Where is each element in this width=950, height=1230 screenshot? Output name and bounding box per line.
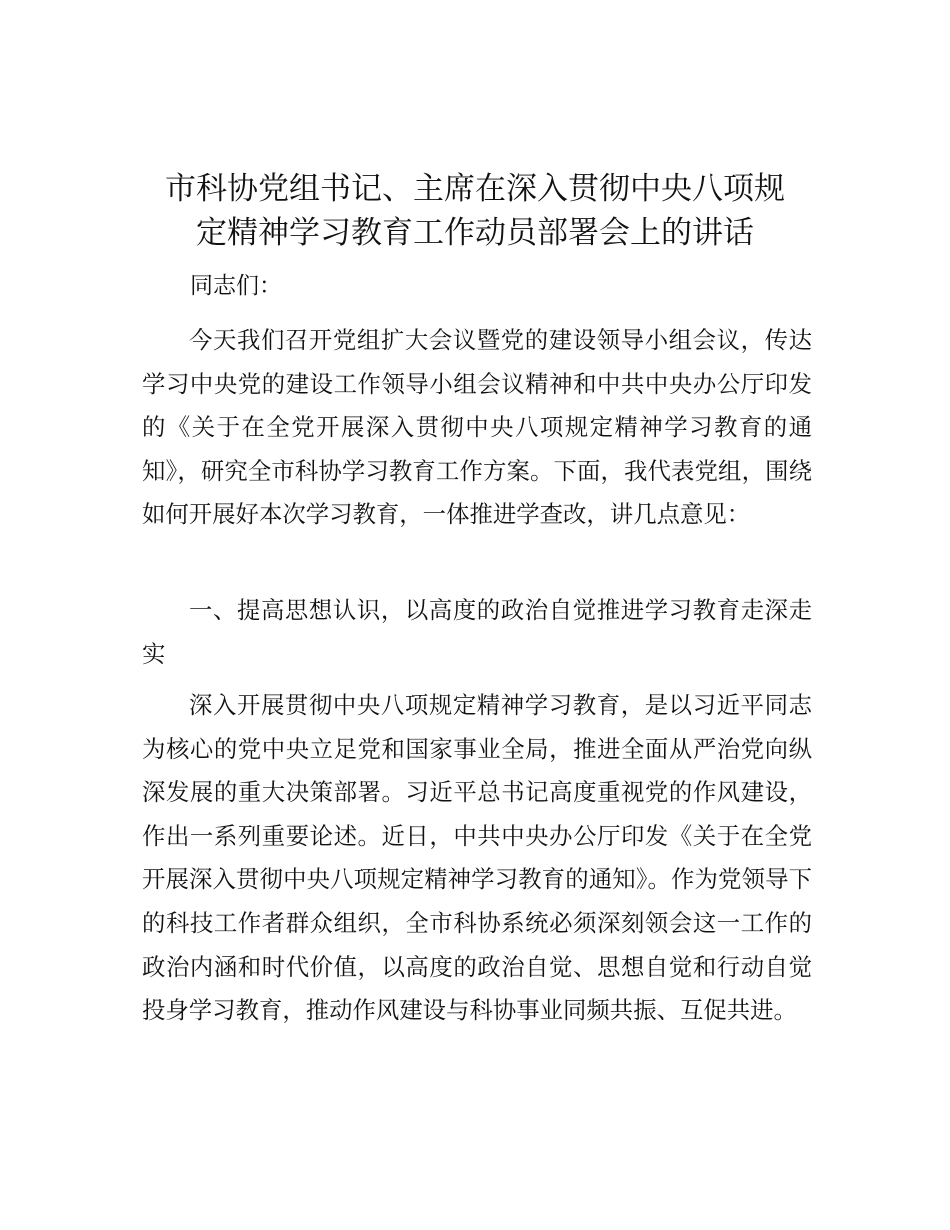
document-title-line-2: 定精神学习教育工作动员部署会上的讲话 bbox=[196, 215, 754, 251]
document-title-line-1: 市科协党组书记、主席在深入贯彻中央八项规 bbox=[165, 171, 785, 207]
paragraph-intro: 今天我们召开党组扩大会议暨党的建设领导小组会议，传达学习中央党的建设工作领导小组会议精神和中共中央办公厅印发的《关于在全党开展深入贯彻中央八项规定精神学习教育的通知》，研究全市科协学习教育工作方案。下面，我代表党组，围绕如何开展好本次学习教育，一体推进学查改，讲几点意见： bbox=[142, 326, 812, 529]
greeting: 同志们： bbox=[190, 273, 282, 299]
paragraph-section-1: 深入开展贯彻中央八项规定精神学习教育，是以习近平同志为核心的党中央立足党和国家事业全局，推进全面从严治党向纵深发展的重大决策部署。习近平总书记高度重视党的作风建设，作出一系列重要论述。近日，中共中央办公厅印发《关于在全党开展深入贯彻中央八项规定精神学习教育的通知》。作为党领导下的科技工作者群众组织，全市科协系统必须深刻领会这一工作的政治内涵和时代价值，以高度的政治自觉、思想自觉和行动自觉投身学习教育，推动作风建设与科协事业同频共振、互促共进。 bbox=[142, 691, 812, 1025]
section-heading-1: 一、提高思想认识，以高度的政治自觉推进学习教育走深走实 bbox=[142, 596, 812, 668]
